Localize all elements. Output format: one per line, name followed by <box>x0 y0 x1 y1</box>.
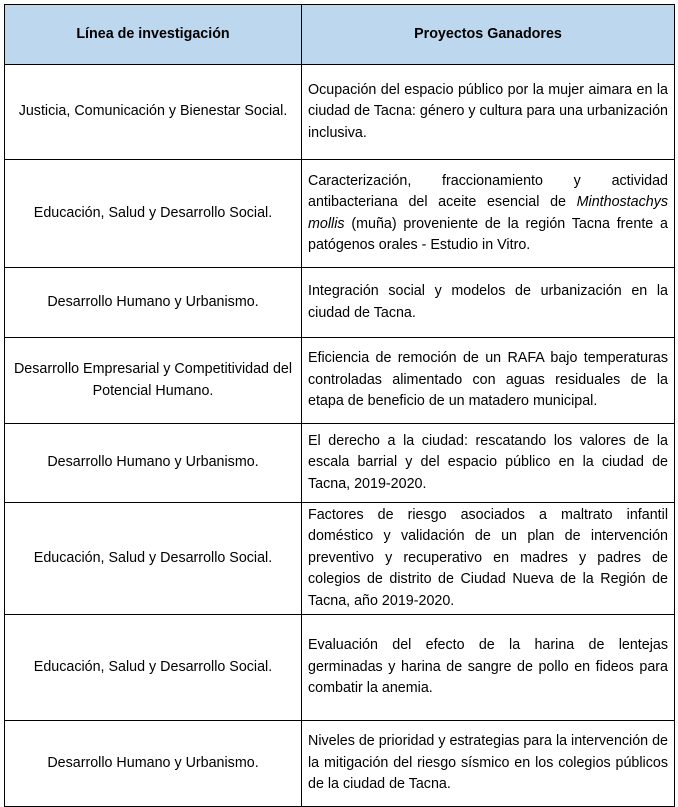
table-row <box>5 424 675 503</box>
header-winning-projects: Proyectos Ganadores <box>302 5 675 65</box>
project-text: El derecho a la ciudad: rescatando los valores de la escala barrial y del espacio público en la ciudad de Tacna, 2019-2020. <box>308 432 668 492</box>
winning-projects-table <box>4 4 675 807</box>
table-row <box>5 503 675 615</box>
research-line-cell: Desarrollo Humano y Urbanismo. <box>5 424 302 503</box>
table-row <box>5 160 675 268</box>
research-line-cell: Desarrollo Humano y Urbanismo. <box>5 721 302 807</box>
project-cell <box>302 65 675 160</box>
research-line-cell: Desarrollo Empresarial y Competitividad del Potencial Humano. <box>5 338 302 424</box>
research-line-cell: Desarrollo Humano y Urbanismo. <box>5 268 302 338</box>
project-text: Evaluación del efecto de la harina de lentejas germinadas y harina de sangre de pollo en fideos para combatir la anemia. <box>308 637 668 697</box>
table-row <box>5 721 675 807</box>
project-text: Integración social y modelos de urbanización en la ciudad de Tacna. <box>308 283 668 321</box>
project-cell <box>302 424 675 503</box>
research-line-cell: Educación, Salud y Desarrollo Social. <box>5 160 302 268</box>
research-line-cell: Justicia, Comunicación y Bienestar Social. <box>5 65 302 160</box>
project-cell <box>302 615 675 721</box>
project-text: Eficiencia de remoción de un RAFA bajo temperaturas controladas alimentado con aguas residuales de la etapa de beneficio de un matadero municipal. <box>308 350 668 410</box>
project-cell <box>302 160 675 268</box>
table-row <box>5 268 675 338</box>
header-research-line: Línea de investigación <box>5 5 302 65</box>
project-cell <box>302 503 675 615</box>
project-text: Niveles de prioridad y estrategias para la intervención de la mitigación del riesgo sísmico en los colegios públicos de la ciudad de Tacna. <box>308 733 669 793</box>
project-cell <box>302 338 675 424</box>
table-row <box>5 615 675 721</box>
project-text-italic: Minthostachys mollis <box>308 194 668 232</box>
project-cell <box>302 268 675 338</box>
project-text: Factores de riesgo asociados a maltrato infantil doméstico y validación de un plan de intervención preventivo y recuperativo en madres y padres de colegios de distrito de Ciudad Nueva de la Región de Tacna, año 2019-2020. <box>308 506 668 609</box>
table-header-row <box>5 5 675 65</box>
table-row <box>5 338 675 424</box>
research-line-cell: Educación, Salud y Desarrollo Social. <box>5 615 302 721</box>
table-row <box>5 65 675 160</box>
project-text: Caracterización, fraccionamiento y actividad antibacteriana del aceite esencial de <box>308 172 668 210</box>
project-text: Ocupación del espacio público por la mujer aimara en la ciudad de Tacna: género y cultura para una urbanización inclusiva. <box>308 81 668 141</box>
project-text-rest: (muña) proveniente de la región Tacna frente a patógenos orales - Estudio in Vitro. <box>308 215 668 253</box>
project-cell <box>302 721 675 807</box>
research-line-cell: Educación, Salud y Desarrollo Social. <box>5 503 302 615</box>
